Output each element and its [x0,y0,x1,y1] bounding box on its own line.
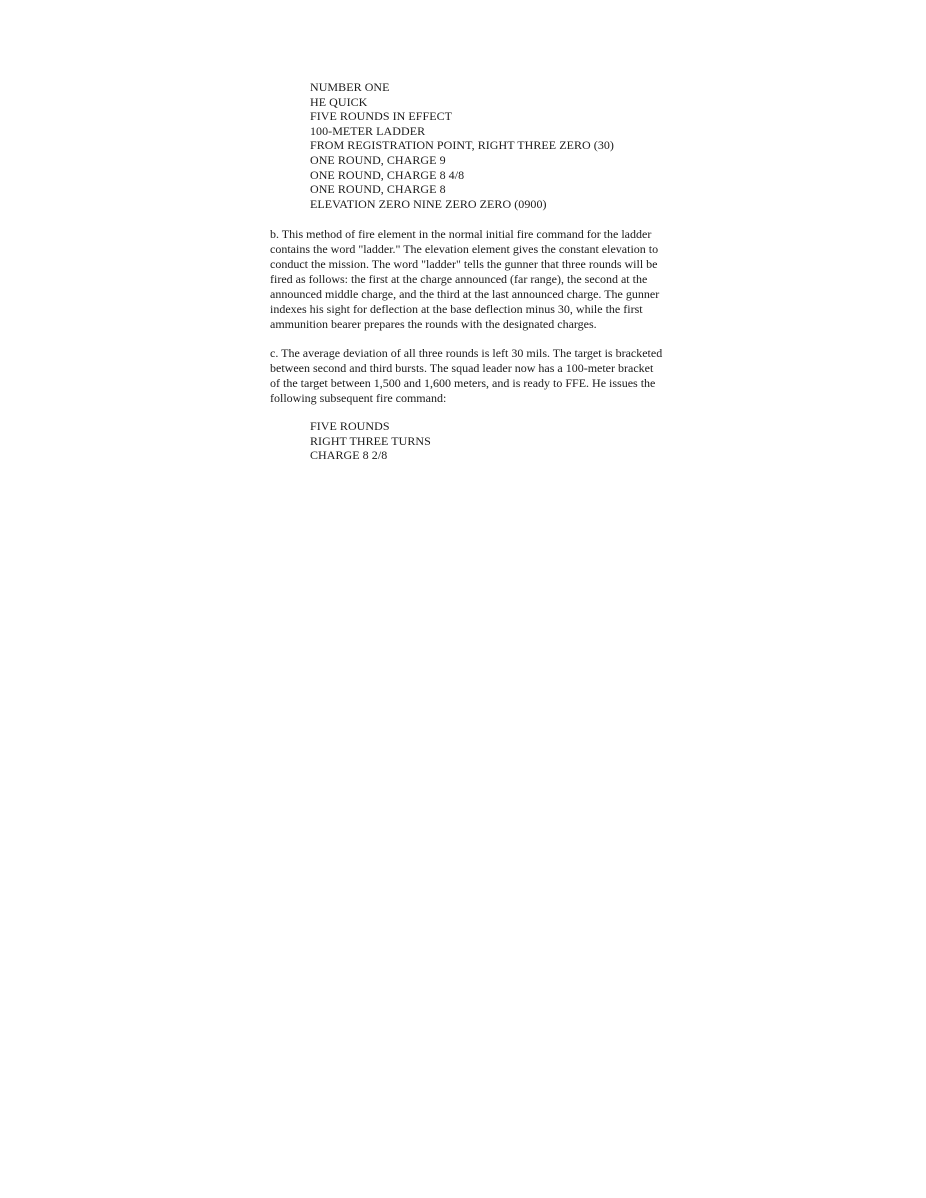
initial-fire-command [310,80,614,211]
paragraph-line: conduct the mission. The word "ladder" tells the gunner that three rounds will be [270,257,658,271]
subsequent-fire-command [310,419,431,463]
command-line: HE QUICK [310,94,368,109]
paragraph-line: following subsequent fire command: [270,391,447,405]
command-line: ONE ROUND, CHARGE 8 4/8 [310,167,465,182]
command-line: FIVE ROUNDS [310,419,390,433]
command-line: ONE ROUND, CHARGE 9 [310,152,446,167]
command-line: FROM REGISTRATION POINT, RIGHT THREE ZERO (30) [310,138,614,153]
command-line: FIVE ROUNDS IN EFFECT [310,109,453,124]
command-line: ELEVATION ZERO NINE ZERO ZERO (0900) [310,196,547,211]
paragraph-line: of the target between 1,500 and 1,600 meters, and is ready to FFE. He issues the [270,376,656,390]
command-line: RIGHT THREE TURNS [310,433,431,448]
command-line: CHARGE 8 2/8 [310,448,388,463]
command-line: NUMBER ONE [310,80,390,94]
paragraph-line: fired as follows: the first at the charge announced (far range), the second at the [270,272,648,286]
paragraph-line: announced middle charge, and the third at the last announced charge. The gunner [270,287,660,301]
command-line: 100-METER LADDER [310,123,426,138]
paragraph-line: between second and third bursts. The squad leader now has a 100-meter bracket [270,361,654,375]
paragraph-line: ammunition bearer prepares the rounds with the designated charges. [270,317,597,331]
paragraph-line: b. This method of fire element in the normal initial fire command for the ladder [270,227,652,241]
command-line: ONE ROUND, CHARGE 8 [310,182,446,197]
paragraph-line: contains the word "ladder." The elevation element gives the constant elevation to [270,242,659,256]
paragraph-line: indexes his sight for deflection at the base deflection minus 30, while the first [270,302,643,316]
paragraph-c [270,346,702,406]
paragraph-b [270,227,702,332]
paragraph-line: c. The average deviation of all three rounds is left 30 mils. The target is bracketed [270,346,663,360]
